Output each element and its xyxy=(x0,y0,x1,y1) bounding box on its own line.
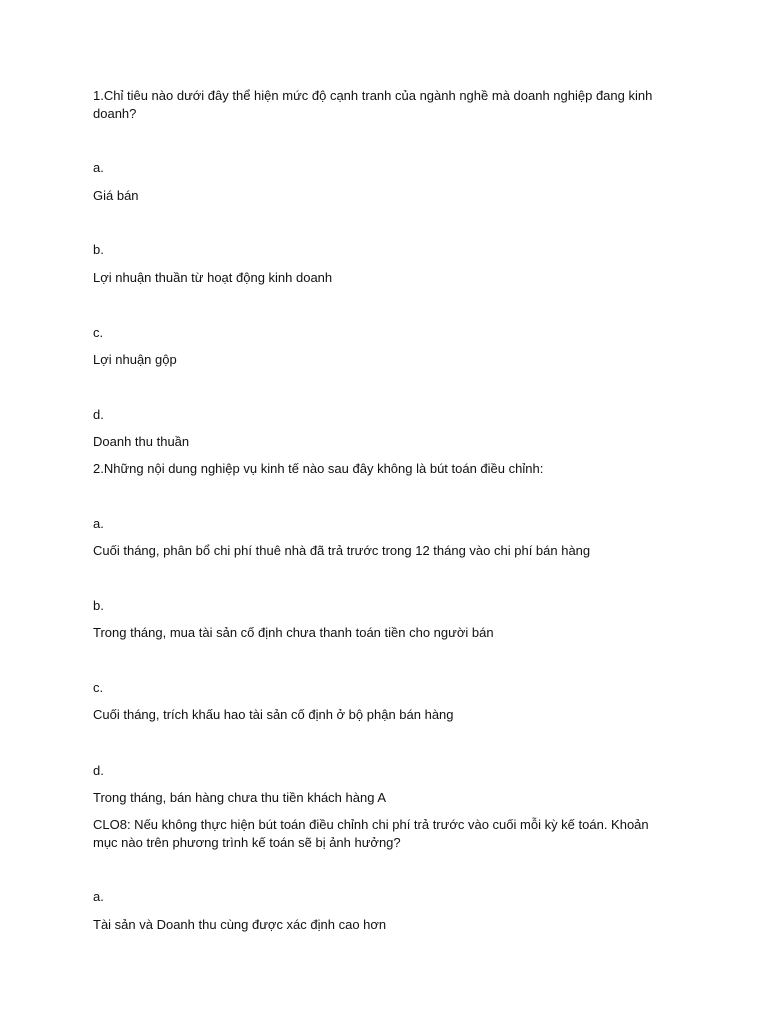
q2-option-d-text: Trong tháng, bán hàng chưa thu tiền khách hàng A xyxy=(93,790,386,805)
q1-option-c-text: Lợi nhuận gộp xyxy=(93,352,177,367)
q2-option-a-letter: a. xyxy=(93,516,104,531)
question-1-text: 1.Chỉ tiêu nào dưới đây thể hiện mức độ cạnh tranh của ngành nghề mà doanh nghiệp đang kinh doanh? xyxy=(93,88,653,121)
q1-option-a-letter: a. xyxy=(93,160,104,175)
q2-option-d-letter: d. xyxy=(93,763,104,778)
q1-option-c-letter: c. xyxy=(93,325,104,340)
question-3-text: CLO8: Nếu không thực hiện bút toán điều chỉnh chi phí trả trước vào cuối mỗi kỳ kế toán. Khoản mục nào trên phương trình kế toán sẽ bị ảnh hưởng? xyxy=(93,817,649,850)
q1-option-d-letter: d. xyxy=(93,407,104,422)
q2-option-b-text: Trong tháng, mua tài sản cố định chưa thanh toán tiền cho người bán xyxy=(93,625,494,640)
q3-option-a-letter: a. xyxy=(93,889,104,904)
q1-option-b-letter: b. xyxy=(93,242,104,257)
q2-option-c-letter: c. xyxy=(93,680,104,695)
q2-option-b-letter: b. xyxy=(93,598,104,613)
q2-option-c-text: Cuối tháng, trích khấu hao tài sản cố định ở bộ phận bán hàng xyxy=(93,707,454,722)
q1-option-b-text: Lợi nhuận thuần từ hoạt động kinh doanh xyxy=(93,270,333,285)
question-2-text: 2.Những nội dung nghiệp vụ kinh tế nào sau đây không là bút toán điều chỉnh: xyxy=(93,461,544,476)
q1-option-d-text: Doanh thu thuần xyxy=(93,434,190,449)
q2-option-a-text: Cuối tháng, phân bổ chi phí thuê nhà đã trả trước trong 12 tháng vào chi phí bán hàng xyxy=(93,543,591,558)
q3-option-a-text: Tài sản và Doanh thu cùng được xác định cao hơn xyxy=(93,917,387,932)
q1-option-a-text: Giá bán xyxy=(93,188,139,203)
